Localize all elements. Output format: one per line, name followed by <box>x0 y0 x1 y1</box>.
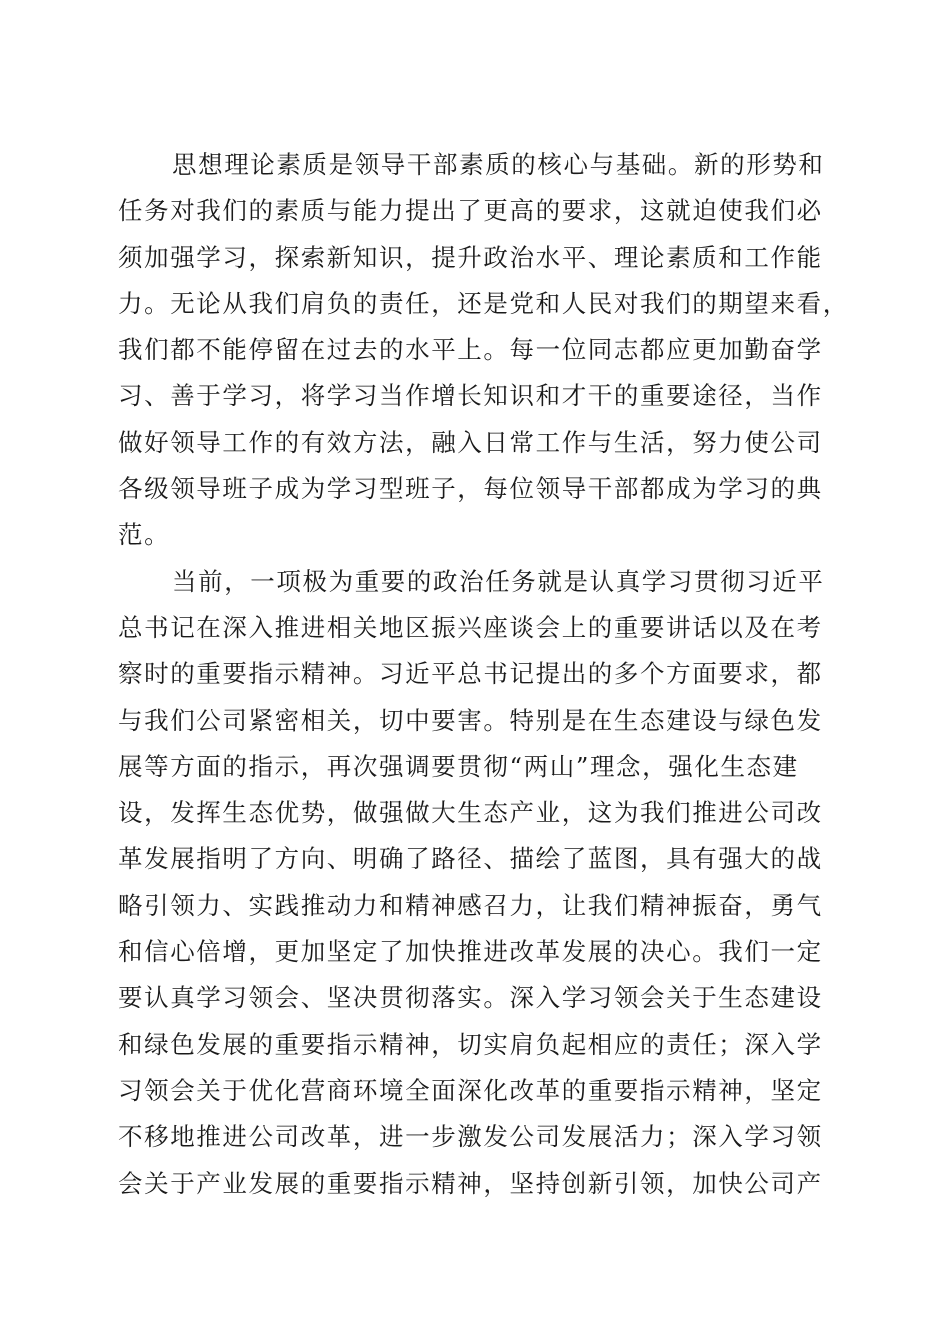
paragraph-line: 革发展指明了方向、明确了路径、描绘了蓝图，具有强大的战 <box>118 844 823 874</box>
paragraph-1 <box>118 142 849 559</box>
paragraph-line: 须加强学习，探索新知识，提升政治水平、理论素质和工作能 <box>118 242 823 272</box>
paragraph-line: 习、善于学习，将学习当作增长知识和才干的重要途径，当作 <box>118 381 823 411</box>
paragraph-line: 做好领导工作的有效方法，融入日常工作与生活，努力使公司 <box>118 427 823 457</box>
document-body <box>118 142 849 1207</box>
paragraph-line: 展等方面的指示，再次强调要贯彻“两山”理念，强化生态建 <box>118 751 799 781</box>
paragraph-line: 会关于产业发展的重要指示精神，坚持创新引领，加快公司产 <box>118 1168 823 1198</box>
paragraph-line: 我们都不能停留在过去的水平上。每一位同志都应更加勤奋学 <box>118 335 823 365</box>
paragraph-line: 总书记在深入推进相关地区振兴座谈会上的重要讲话以及在考 <box>118 612 823 642</box>
paragraph-line: 任务对我们的素质与能力提出了更高的要求，这就迫使我们必 <box>118 196 823 226</box>
paragraph-line: 力。无论从我们肩负的责任，还是党和人民对我们的期望来看， <box>118 288 849 318</box>
paragraph-line: 要认真学习领会、坚决贯彻落实。深入学习领会关于生态建设 <box>118 983 823 1013</box>
paragraph-line: 习领会关于优化营商环境全面深化改革的重要指示精神，坚定 <box>118 1075 823 1105</box>
paragraph-line: 和绿色发展的重要指示精神，切实肩负起相应的责任；深入学 <box>118 1029 823 1059</box>
paragraph-line: 不移地推进公司改革，进一步激发公司发展活力；深入学习领 <box>118 1122 823 1152</box>
paragraph-line: 和信心倍增，更加坚定了加快推进改革发展的决心。我们一定 <box>118 937 823 967</box>
paragraph-line: 设，发挥生态优势，做强做大生态产业，这为我们推进公司改 <box>118 798 823 828</box>
paragraph-line: 察时的重要指示精神。习近平总书记提出的多个方面要求，都 <box>118 659 823 689</box>
paragraph-line: 与我们公司紧密相关，切中要害。特别是在生态建设与绿色发 <box>118 705 823 735</box>
paragraph-2 <box>118 559 830 1207</box>
paragraph-line: 各级领导班子成为学习型班子，每位领导干部都成为学习的典 <box>118 474 823 504</box>
paragraph-line: 略引领力、实践推动力和精神感召力，让我们精神振奋，勇气 <box>118 890 823 920</box>
paragraph-line: 思想理论素质是领导干部素质的核心与基础。新的形势和 <box>172 150 825 179</box>
paragraph-line: 范。 <box>118 520 171 550</box>
paragraph-line: 当前，一项极为重要的政治任务就是认真学习贯彻习近平 <box>172 566 825 596</box>
